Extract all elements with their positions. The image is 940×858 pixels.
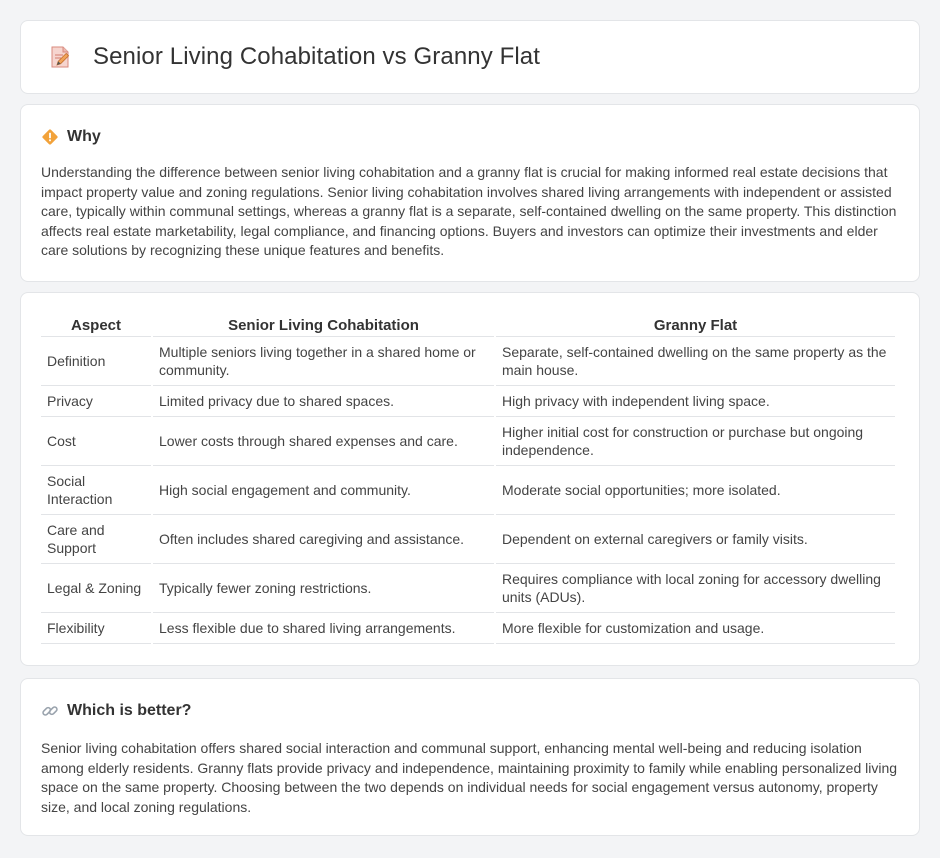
diamond-warning-icon [41, 128, 59, 146]
header-senior-living: Senior Living Cohabitation [153, 313, 494, 337]
why-section [20, 104, 920, 282]
table-row [41, 613, 895, 644]
cell-aspect: Care and Support [41, 515, 151, 564]
table-row [41, 515, 895, 564]
link-icon [41, 702, 59, 720]
which-better-section [20, 678, 920, 836]
comparison-table [39, 313, 897, 644]
why-header [41, 127, 899, 147]
document-pencil-icon [47, 44, 73, 70]
cell-aspect: Flexibility [41, 613, 151, 644]
title-card [20, 20, 920, 94]
cell-senior: Typically fewer zoning restrictions. [153, 564, 494, 613]
better-header [41, 701, 899, 721]
why-title: Why [67, 128, 101, 145]
page-title: Senior Living Cohabitation vs Granny Flat [93, 43, 540, 70]
table-header-row [41, 313, 895, 337]
why-text: Understanding the difference between senior living cohabitation and a granny flat is crucial for making informed real estate decisions that impact property value and zoning regulations. Senior living cohabitation involves shared living arrangements with independent or assisted care, typically within communal settings, whereas a granny flat is a separate, self-contained dwelling on the same property. This distinction affects real estate marketability, legal compliance, and financing options. Buyers and investors can optimize their investments and elder care solutions by recognizing these unique features and benefits. [41, 164, 897, 259]
cell-aspect: Definition [41, 337, 151, 386]
header-granny-flat: Granny Flat [496, 313, 895, 337]
table-row [41, 466, 895, 515]
header-aspect: Aspect [41, 313, 151, 337]
cell-senior: Multiple seniors living together in a shared home or community. [153, 337, 494, 386]
cell-aspect: Social Interaction [41, 466, 151, 515]
cell-granny: Dependent on external caregivers or family visits. [496, 515, 895, 564]
table-row [41, 564, 895, 613]
cell-granny: More flexible for customization and usage. [496, 613, 895, 644]
cell-senior: Less flexible due to shared living arrangements. [153, 613, 494, 644]
cell-senior: High social engagement and community. [153, 466, 494, 515]
cell-aspect: Legal & Zoning [41, 564, 151, 613]
cell-senior: Often includes shared caregiving and assistance. [153, 515, 494, 564]
cell-granny: Moderate social opportunities; more isolated. [496, 466, 895, 515]
comparison-section [20, 292, 920, 666]
better-title: Which is better? [67, 702, 192, 719]
cell-granny: Separate, self-contained dwelling on the same property as the main house. [496, 337, 895, 386]
cell-senior: Limited privacy due to shared spaces. [153, 386, 494, 417]
cell-senior: Lower costs through shared expenses and care. [153, 417, 494, 466]
cell-aspect: Privacy [41, 386, 151, 417]
better-text: Senior living cohabitation offers shared social interaction and communal support, enhancing mental well-being and reducing isolation among elderly residents. Granny flats provide privacy and independence, maintaining proximity to family while enabling personalized living space on the same property. Choosing between the two depends on individual needs for social engagement versus autonomy, property size, and local zoning regulations. [41, 740, 898, 815]
table-row [41, 386, 895, 417]
cell-aspect: Cost [41, 417, 151, 466]
table-row [41, 417, 895, 466]
cell-granny: Requires compliance with local zoning for accessory dwelling units (ADUs). [496, 564, 895, 613]
cell-granny: High privacy with independent living space. [496, 386, 895, 417]
table-row [41, 337, 895, 386]
cell-granny: Higher initial cost for construction or purchase but ongoing independence. [496, 417, 895, 466]
